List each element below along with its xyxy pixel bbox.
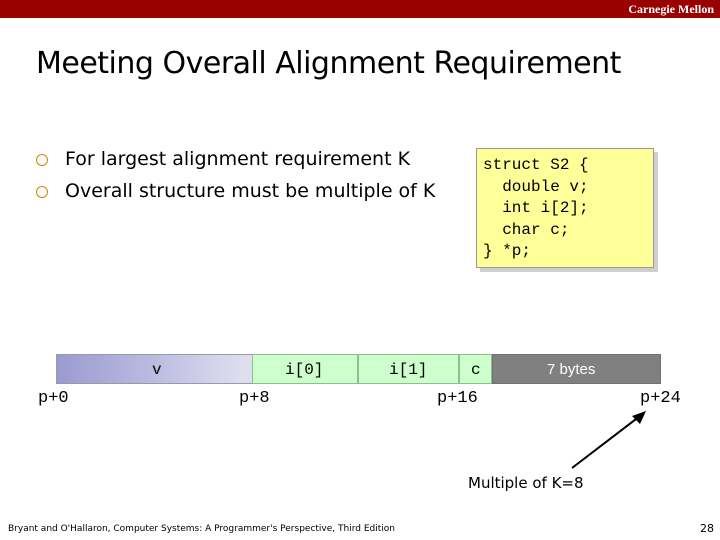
address-p16: p+16 <box>437 389 478 408</box>
padding-block <box>492 354 661 384</box>
bullet-text: Overall structure must be multiple of K <box>65 180 436 202</box>
multiple-caption: Multiple of K=8 <box>468 474 584 492</box>
field-c <box>459 354 492 384</box>
bullet-item <box>36 180 476 212</box>
address-p24: p+24 <box>640 389 681 408</box>
bullet-item <box>36 148 476 180</box>
field-i0 <box>252 354 358 384</box>
footer-citation: Bryant and O'Hallaron, Computer Systems: A Programmer's Perspective, Third Edition <box>8 524 395 534</box>
field-c-label: c <box>471 361 481 379</box>
code-box <box>476 148 654 268</box>
address-p0: p+0 <box>38 389 69 408</box>
memory-layout <box>56 354 661 384</box>
field-i0-label: i[0] <box>285 361 324 379</box>
field-i1-label: i[1] <box>389 361 428 379</box>
address-p8: p+8 <box>239 389 270 408</box>
arrow-icon <box>570 410 650 470</box>
bullet-marker-icon <box>36 154 48 166</box>
struct-code: struct S2 { double v; int i[2]; char c; } *p; <box>483 156 589 261</box>
padding-label: 7 bytes <box>547 361 596 378</box>
bullet-marker-icon <box>36 186 48 198</box>
brand-label: Carnegie Mellon <box>628 2 714 16</box>
slide-title: Meeting Overall Alignment Requirement <box>36 46 621 81</box>
field-v-label: v <box>152 361 162 379</box>
bullet-text: For largest alignment requirement K <box>65 148 411 170</box>
page-number: 28 <box>700 522 714 535</box>
header-bar <box>0 0 720 18</box>
bullet-list <box>36 148 476 212</box>
field-i1 <box>358 354 459 384</box>
